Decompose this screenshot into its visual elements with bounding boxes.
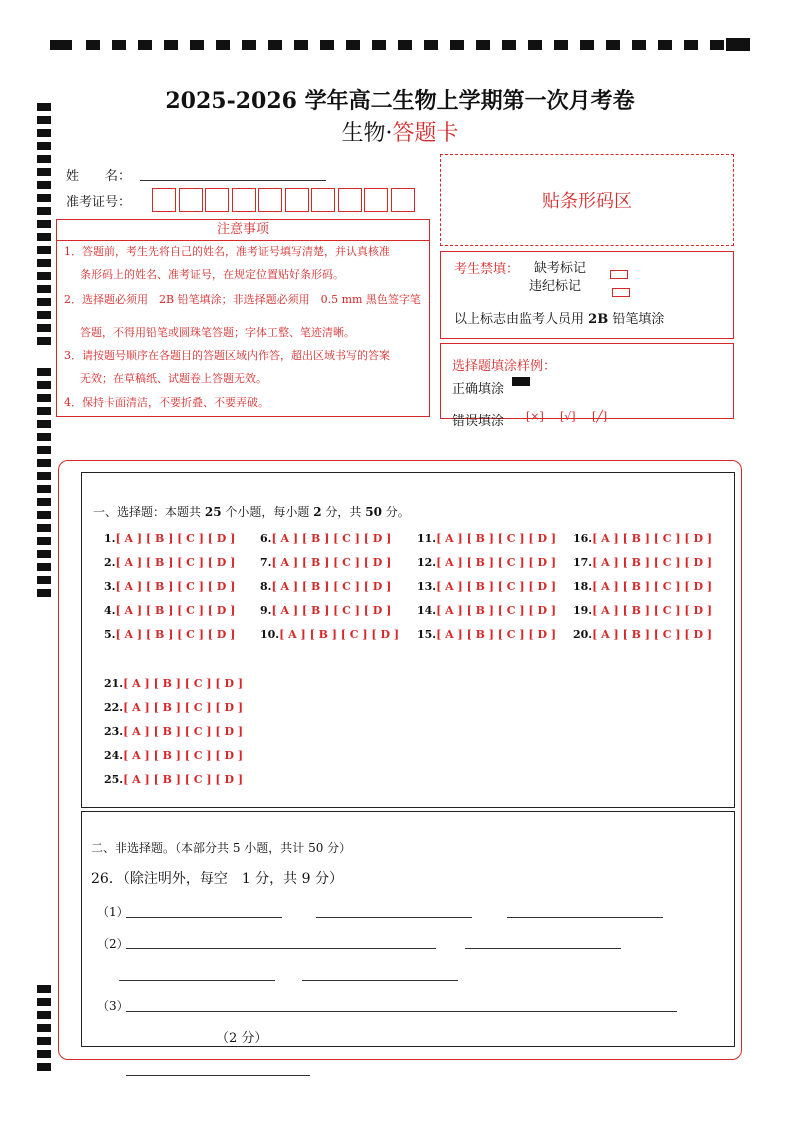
answer-line-1b[interactable]	[316, 917, 472, 918]
part-1-label: （1）	[97, 905, 129, 919]
question-number: 20.	[573, 628, 593, 641]
question-number: 17.	[573, 556, 593, 569]
mc-question-9[interactable]	[260, 604, 391, 617]
question-number: 18.	[573, 580, 593, 593]
mc-question-14[interactable]	[417, 604, 556, 617]
mc-question-18[interactable]	[573, 580, 712, 593]
answer-line-3a[interactable]	[126, 1011, 677, 1012]
answer-options[interactable]: [ A ] [ B ] [ C ] [ D ]	[123, 677, 244, 690]
question-number: 6.	[260, 532, 272, 545]
question-number: 19.	[573, 604, 593, 617]
mc-question-19[interactable]	[573, 604, 712, 617]
mc-points-each: 2	[313, 505, 322, 519]
mc-question-20[interactable]	[573, 628, 712, 641]
notice-item-2: 2．选择题必须用 2B 铅笔填涂；非选择题必须用 0.5 mm 黑色签字笔	[64, 293, 421, 306]
mc-question-3[interactable]	[104, 580, 235, 593]
answer-options[interactable]: [ A ] [ B ] [ C ] [ D ]	[279, 628, 400, 641]
barcode-label: 贴条形码区	[542, 191, 632, 212]
answer-options[interactable]: [ A ] [ B ] [ C ] [ D ]	[436, 532, 557, 545]
answer-options[interactable]: [ A ] [ B ] [ C ] [ D ]	[123, 701, 244, 714]
proctor-label: 考生禁填：	[454, 262, 520, 277]
question-number: 21.	[104, 677, 124, 690]
answer-options[interactable]: [ A ] [ B ] [ C ] [ D ]	[436, 604, 557, 617]
two-points-note: （2 分）	[216, 1031, 268, 1046]
fill-sample-label: 选择题填涂样例：	[452, 359, 557, 374]
exam-title: 2025-2026 学年高二生物上学期第一次月考卷	[165, 88, 635, 114]
absent-label: 缺考标记	[534, 261, 587, 276]
answer-line-2d[interactable]	[302, 980, 458, 981]
answer-options[interactable]: [ A ] [ B ] [ C ] [ D ]	[115, 580, 236, 593]
mc-question-13[interactable]	[417, 580, 556, 593]
part-2-label: （2）	[97, 937, 129, 951]
proctor-note-2b: 2B	[588, 312, 609, 327]
subject-label: 生物	[341, 121, 386, 146]
question-number: 4.	[104, 604, 116, 617]
mc-question-6[interactable]	[260, 532, 391, 545]
mc-question-22[interactable]	[104, 701, 243, 714]
question-number: 24.	[104, 749, 124, 762]
answer-options[interactable]: [ A ] [ B ] [ C ] [ D ]	[115, 604, 236, 617]
mc-instructions	[93, 503, 410, 520]
question-number: 1.	[104, 532, 116, 545]
mc-question-11[interactable]	[417, 532, 556, 545]
answer-options[interactable]: [ A ] [ B ] [ C ] [ D ]	[436, 580, 557, 593]
part-3-label: （3）	[97, 999, 129, 1013]
question-number: 16.	[573, 532, 593, 545]
wrong-mark-check: [√]	[560, 410, 576, 423]
mc-question-10[interactable]	[260, 628, 399, 641]
subject-separator: ·	[385, 121, 393, 146]
mc-intro-b: 个小题，每小题	[225, 505, 310, 519]
exam-id-label: 准考证号：	[66, 195, 132, 210]
notice-item-1-cont: 条形码上的姓名、准考证号，在规定位置贴好条形码。	[80, 268, 344, 281]
question-number: 5.	[104, 628, 116, 641]
mc-question-23[interactable]	[104, 725, 243, 738]
answer-options[interactable]: [ A ] [ B ] [ C ] [ D ]	[271, 556, 392, 569]
mc-question-16[interactable]	[573, 532, 712, 545]
question-number: 25.	[104, 773, 124, 786]
notice-heading: 注意事项	[56, 219, 430, 241]
question-number: 12.	[417, 556, 437, 569]
answer-options[interactable]: [ A ] [ B ] [ C ] [ D ]	[271, 580, 392, 593]
answer-options[interactable]: [ A ] [ B ] [ C ] [ D ]	[123, 749, 244, 762]
answer-options[interactable]: [ A ] [ B ] [ C ] [ D ]	[271, 604, 392, 617]
answer-options[interactable]: [ A ] [ B ] [ C ] [ D ]	[592, 532, 713, 545]
answer-line-1c[interactable]	[507, 917, 663, 918]
violation-label: 违纪标记	[529, 279, 582, 294]
answer-options[interactable]: [ A ] [ B ] [ C ] [ D ]	[115, 628, 236, 641]
mc-question-15[interactable]	[417, 628, 556, 641]
mc-question-21[interactable]	[104, 677, 243, 690]
mc-question-17[interactable]	[573, 556, 712, 569]
question-number: 11.	[417, 532, 437, 545]
question-number: 2.	[104, 556, 116, 569]
answer-line-2c[interactable]	[119, 980, 275, 981]
non-choice-heading: 二、非选择题。（本部分共 5 小题，共计 50 分）	[91, 841, 352, 855]
answer-options[interactable]: [ A ] [ B ] [ C ] [ D ]	[592, 580, 713, 593]
question-26-heading: 26．（除注明外，每空 1 分，共 9 分）	[91, 871, 343, 887]
correct-fill-mark	[512, 377, 530, 386]
mc-intro-c: 分，共	[325, 505, 362, 519]
notice-item-4: 4．保持卡面清洁，不要折叠、不要弄破。	[64, 396, 269, 409]
violation-mark-box[interactable]	[612, 282, 630, 301]
mc-question-1[interactable]	[104, 532, 235, 545]
wrong-mark-cross: [×]	[526, 410, 544, 423]
answer-options[interactable]: [ A ] [ B ] [ C ] [ D ]	[436, 628, 557, 641]
correct-fill-label: 正确填涂	[452, 382, 505, 397]
mc-question-12[interactable]	[417, 556, 556, 569]
question-number: 15.	[417, 628, 437, 641]
notice-item-1: 1．答题前，考生先将自己的姓名，准考证号填写清楚，并认真核准	[64, 245, 390, 258]
answer-line-1a[interactable]	[126, 917, 282, 918]
question-number: 23.	[104, 725, 124, 738]
question-number: 9.	[260, 604, 272, 617]
question-number: 3.	[104, 580, 116, 593]
answer-options[interactable]: [ A ] [ B ] [ C ] [ D ]	[592, 604, 713, 617]
answer-line-3b[interactable]	[126, 1075, 310, 1076]
barcode-area	[440, 154, 734, 246]
question-number: 8.	[260, 580, 272, 593]
question-number: 13.	[417, 580, 437, 593]
mc-intro-d: 分。	[385, 505, 410, 519]
answer-options[interactable]: [ A ] [ B ] [ C ] [ D ]	[592, 556, 713, 569]
mc-intro-a: 一、选择题：本题共	[93, 505, 202, 519]
answer-options[interactable]: [ A ] [ B ] [ C ] [ D ]	[123, 773, 244, 786]
mc-question-25[interactable]	[104, 773, 243, 786]
wrong-mark-slash: [╱]	[592, 410, 608, 423]
proctor-note-suffix: 铅笔填涂	[612, 312, 665, 327]
answer-options[interactable]: [ A ] [ B ] [ C ] [ D ]	[115, 556, 236, 569]
question-number: 14.	[417, 604, 437, 617]
mc-question-4[interactable]	[104, 604, 235, 617]
mc-question-8[interactable]	[260, 580, 391, 593]
proctor-note	[454, 308, 664, 327]
notice-item-3-cont: 无效；在草稿纸、试题卷上答题无效。	[80, 372, 267, 385]
proctor-note-prefix: 以上标志由监考人员用	[454, 312, 585, 327]
answer-options[interactable]: [ A ] [ B ] [ C ] [ D ]	[271, 532, 392, 545]
mc-question-count: 25	[204, 505, 222, 519]
mc-question-2[interactable]	[104, 556, 235, 569]
answer-line-2b[interactable]	[465, 948, 621, 949]
answer-options[interactable]: [ A ] [ B ] [ C ] [ D ]	[123, 725, 244, 738]
answer-options[interactable]: [ A ] [ B ] [ C ] [ D ]	[436, 556, 557, 569]
question-number: 7.	[260, 556, 272, 569]
card-subtitle	[0, 116, 800, 147]
notice-item-2-cont: 答题，不得用铅笔或圆珠笔答题；字体工整、笔迹清晰。	[80, 326, 355, 339]
name-label: 姓 名：	[66, 169, 132, 184]
mc-question-7[interactable]	[260, 556, 391, 569]
timing-marks-top	[50, 38, 750, 52]
answer-options[interactable]: [ A ] [ B ] [ C ] [ D ]	[115, 532, 236, 545]
answer-card-label: 答题卡	[392, 121, 459, 146]
answer-line-2a[interactable]	[126, 948, 436, 949]
wrong-fill-label: 错误填涂	[452, 414, 505, 429]
notice-item-3: 3．请按题号顺序在各题目的答题区域内作答，超出区域书写的答案	[64, 349, 390, 362]
answer-options[interactable]: [ A ] [ B ] [ C ] [ D ]	[592, 628, 713, 641]
mc-question-5[interactable]	[104, 628, 235, 641]
question-number: 22.	[104, 701, 124, 714]
mc-question-24[interactable]	[104, 749, 243, 762]
name-field[interactable]	[140, 180, 326, 181]
question-number: 10.	[260, 628, 280, 641]
mc-points-total: 50	[365, 505, 382, 519]
absent-mark-box[interactable]	[610, 264, 628, 283]
